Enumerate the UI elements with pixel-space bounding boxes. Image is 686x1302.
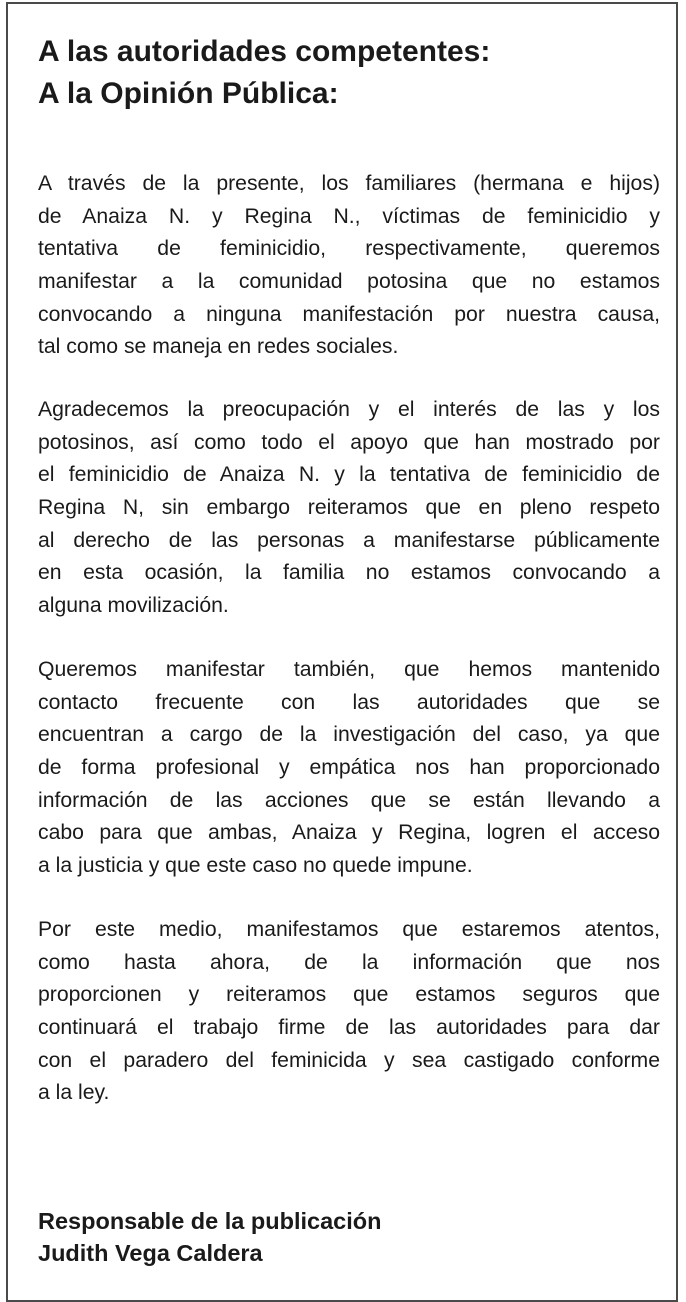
paragraph-line: en esta ocasión, la familia no estamos convocando a — [38, 561, 660, 585]
paragraph-line: convocando a ninguna manifestación por nuestra causa, — [38, 302, 660, 326]
paragraph-line: Por este medio, manifestamos que estaremos atentos, — [38, 918, 660, 941]
paragraph-line: información de las acciones que se están llevando a — [38, 788, 660, 812]
paragraph-line: manifestar a la comunidad potosina que no estamos — [38, 270, 660, 294]
paragraph-line: con el paradero del feminicida y sea castigado conforme — [38, 1048, 660, 1072]
paragraph-line: alguna movilización. — [38, 594, 229, 618]
heading-authorities: A las autoridades competentes: — [38, 35, 491, 68]
paragraph-line: encuentran a cargo de la investigación del caso, ya que — [38, 723, 660, 747]
paragraph-line: como hasta ahora, de la información que nos — [38, 950, 660, 974]
paragraph-line: de forma profesional y empática nos han proporcionado — [38, 756, 660, 780]
paragraph-line: cabo para que ambas, Anaiza y Regina, logren el acceso — [38, 821, 660, 845]
paragraph-line: a la ley. — [38, 1081, 110, 1105]
paragraph-line: proporcionen y reiteramos que estamos seguros que — [38, 983, 660, 1007]
publication-responsible-label: Responsable de la publicación — [38, 1208, 382, 1234]
paragraph-line: potosinos, así como todo el apoyo que han mostrado por — [38, 430, 660, 454]
heading-public-opinion: A la Opinión Pública: — [38, 77, 339, 110]
paragraph-2 — [38, 394, 660, 623]
paragraph-line: continuará el trabajo firme de las autoridades para dar — [38, 1016, 660, 1040]
paragraph-line: el feminicidio de Anaiza N. y la tentativa de feminicidio de — [38, 463, 660, 487]
paragraph-line: de Anaiza N. y Regina N., víctimas de feminicidio y — [38, 204, 660, 228]
paragraph-1 — [38, 168, 660, 364]
paragraph-line: tal como se maneja en redes sociales. — [38, 335, 399, 359]
paragraph-3 — [38, 654, 660, 883]
paragraph-line: contacto frecuente con las autoridades que se — [38, 690, 660, 714]
publication-responsible-name: Judith Vega Caldera — [38, 1240, 263, 1266]
paragraph-line: tentativa de feminicidio, respectivamente, queremos — [38, 237, 660, 261]
document-frame — [6, 2, 678, 1302]
paragraph-line: A través de la presente, los familiares (hermana e hijos) — [38, 172, 660, 195]
paragraph-line: Regina N, sin embargo reiteramos que en pleno respeto — [38, 496, 660, 520]
paragraph-line: Queremos manifestar también, que hemos mantenido — [38, 658, 660, 681]
paragraph-line: al derecho de las personas a manifestarse públicamente — [38, 528, 660, 552]
paragraph-4 — [38, 914, 660, 1110]
paragraph-line: a la justicia y que este caso no quede impune. — [38, 854, 473, 878]
paragraph-line: Agradecemos la preocupación y el interés de las y los — [38, 398, 660, 421]
